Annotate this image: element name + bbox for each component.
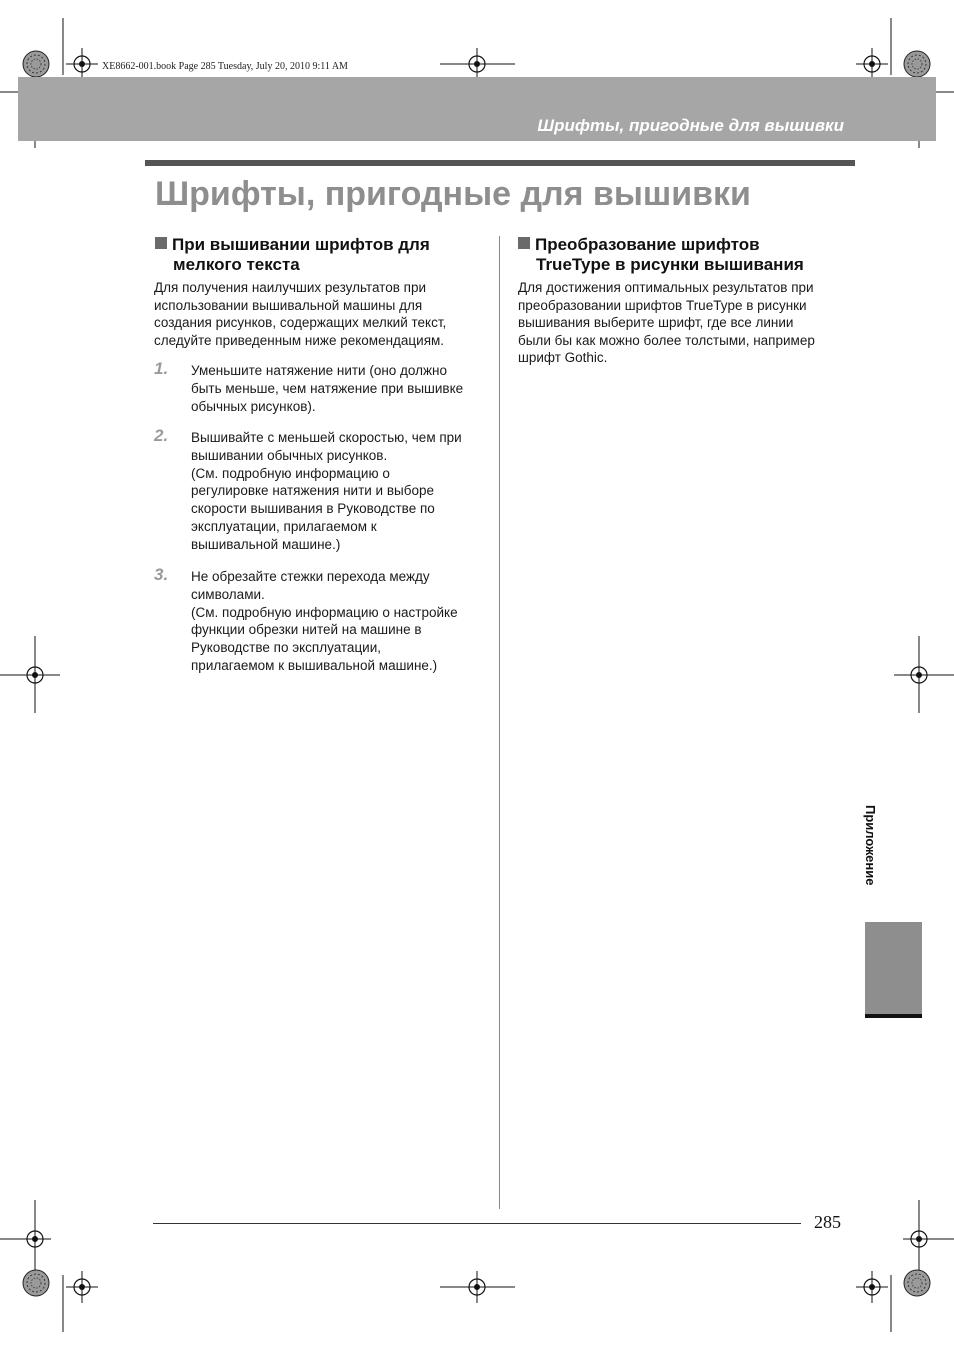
page-title: Шрифты, пригодные для вышивки bbox=[155, 175, 751, 213]
print-info: XE8662-001.book Page 285 Tuesday, July 20, 2010 9:11 AM bbox=[102, 61, 348, 72]
step-text: Уменьшите натяжение нити (оно должно быть меньше, чем натяжение при вышивке обычных рисунков). bbox=[191, 363, 464, 414]
step-text: Вышивайте с меньшей скоростью, чем при вышивании обычных рисунков. (См. подробную информацию о регулировке натяжения нити и выборе скорости вышивания в Руководстве по эксплуатации, прилагаемом к вышивальной машине.) bbox=[191, 430, 462, 552]
step-number: 1. bbox=[154, 359, 169, 378]
step-number: 3. bbox=[154, 565, 169, 584]
left-intro: Для получения наилучших результатов при использовании вышивальной машины для создания рисунков, содержащих мелкий текст, следуйте приведенным ниже рекомендациям. bbox=[154, 280, 447, 348]
step-text: Не обрезайте стежки перехода между символами. (См. подробную информацию о настройке функции обрезки нитей на машине в Руководстве по эксплуатации, прилагаемом к вышивальной машине.) bbox=[191, 569, 458, 673]
footer-rule bbox=[153, 1223, 801, 1224]
right-body: Для достижения оптимальных результатов при преобразовании шрифтов TrueType в рисунки вышивания выберите шрифт, где все линии были бы как можно более толстыми, например шрифт Gothic. bbox=[518, 280, 815, 366]
page-number: 285 bbox=[814, 1212, 841, 1232]
side-tab bbox=[865, 922, 922, 1018]
square-bullet-icon bbox=[155, 237, 167, 249]
column-divider bbox=[499, 236, 500, 1209]
side-tab-label: Приложение bbox=[863, 805, 878, 886]
square-bullet-icon bbox=[518, 237, 530, 249]
right-section-heading: Преобразование шрифтов TrueType в рисунки вышивания bbox=[518, 235, 858, 275]
title-rule bbox=[145, 160, 855, 166]
running-title: Шрифты, пригодные для вышивки bbox=[537, 116, 844, 135]
left-section-heading: При вышивании шрифтов для мелкого текста bbox=[155, 235, 495, 275]
step-number: 2. bbox=[154, 426, 169, 445]
